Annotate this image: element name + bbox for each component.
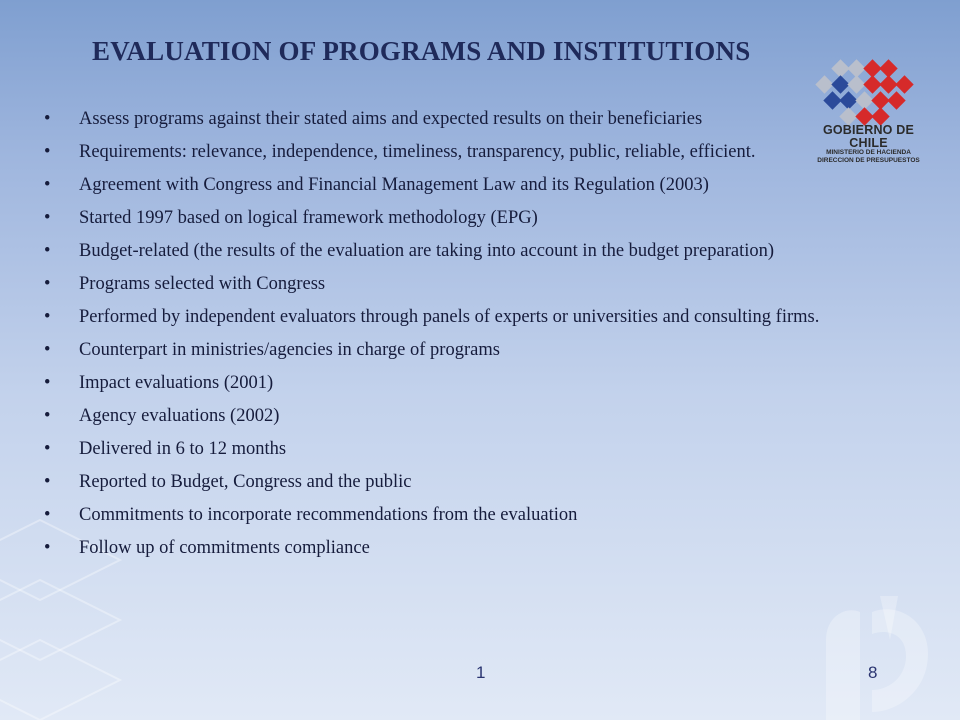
- bullet-item: • Commitments to incorporate recommendations from the evaluation: [44, 504, 844, 526]
- bullet-item: • Agreement with Congress and Financial Management Law and its Regulation (2003): [44, 174, 844, 196]
- bullet-item: • Counterpart in ministries/agencies in charge of programs: [44, 339, 844, 361]
- page-number-right: 8: [868, 663, 878, 682]
- bullet-item: • Follow up of commitments compliance: [44, 537, 844, 559]
- bullet-item: • Assess programs against their stated aims and expected results on their beneficiaries: [44, 108, 844, 130]
- bullet-item: • Requirements: relevance, independence, timeliness, transparency, public, reliable, efficient.: [44, 141, 844, 163]
- logo-line-2: MINISTERIO DE HACIENDA: [826, 149, 911, 156]
- bullet-item: • Programs selected with Congress: [44, 273, 844, 295]
- bullet-item: • Impact evaluations (2001): [44, 372, 844, 394]
- page-number-left: 1: [476, 663, 486, 682]
- bullet-item: • Performed by independent evaluators through panels of experts or universities and consulting firms.: [44, 306, 844, 328]
- bullet-item: • Budget-related (the results of the evaluation are taking into account in the budget preparation): [44, 240, 844, 262]
- bullet-list: [44, 108, 844, 570]
- bullet-item: • Agency evaluations (2002): [44, 405, 844, 427]
- slide-title: EVALUATION OF PROGRAMS AND INSTITUTIONS: [92, 36, 751, 66]
- logo-line-1: GOBIERNO DE CHILE: [822, 123, 915, 150]
- logo-line-3: DIRECCION DE PRESUPUESTOS: [817, 156, 920, 164]
- bullet-item: • Started 1997 based on logical framework methodology (EPG): [44, 207, 844, 229]
- bullet-item: • Reported to Budget, Congress and the public: [44, 471, 844, 493]
- bullet-item: • Delivered in 6 to 12 months: [44, 438, 844, 460]
